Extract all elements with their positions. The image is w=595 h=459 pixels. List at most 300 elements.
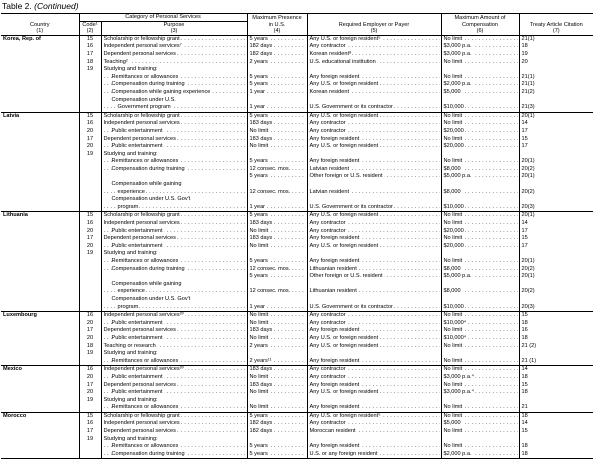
amount-cell-text: $3,000 p.a.: [443, 50, 472, 57]
country-cell: [1, 228, 79, 236]
code-cell: 17: [79, 136, 101, 144]
amount-cell-text: No limit: [443, 212, 463, 219]
presence-cell: [247, 166, 307, 174]
amount-cell: [441, 374, 519, 382]
code-cell: [79, 97, 101, 105]
purpose-cell: Compensation while gaining: [101, 281, 247, 289]
citation-cell: [519, 250, 593, 258]
citation-cell: 20(2): [519, 166, 593, 174]
code-cell: 20: [79, 374, 101, 382]
amount-cell: [441, 397, 519, 405]
code-cell: [79, 166, 101, 174]
employer-cell: [307, 166, 441, 174]
citation-cell: 18: [519, 320, 593, 328]
purpose-cell-text: Scholarship or fellowship grant: [103, 35, 180, 42]
employer-cell: [307, 89, 441, 97]
table-row: [1, 173, 593, 181]
code-cell: 19: [79, 397, 101, 405]
purpose-cell: Compensation under U.S.: [101, 97, 247, 105]
presence-cell: [247, 420, 307, 428]
employer-cell-text: U.S. or any foreign resident: [309, 450, 378, 457]
citation-cell: [519, 66, 593, 74]
amount-cell-text: $10,000: [443, 203, 464, 210]
citation-cell: 20(1): [519, 212, 593, 220]
table-row: [1, 397, 593, 405]
amount-cell-text: $20,000: [443, 227, 464, 234]
citation-cell: 18: [519, 389, 593, 397]
code-cell: 17: [79, 51, 101, 59]
amount-cell-text: No limit: [443, 342, 463, 349]
purpose-cell: [101, 89, 247, 97]
amount-cell: [441, 420, 519, 428]
country-cell: [1, 196, 79, 204]
header-employer-label: Required Employer or Payer: [338, 21, 410, 28]
header-code-label: Code¹: [82, 21, 98, 28]
employer-cell: [307, 143, 441, 151]
presence-cell: [247, 235, 307, 243]
purpose-cell: [101, 382, 247, 390]
amount-cell: [441, 350, 519, 358]
amount-cell: [441, 166, 519, 174]
code-cell: 20: [79, 143, 101, 151]
amount-cell: [441, 35, 519, 43]
employer-cell-text: Any U.S. or foreign resident: [309, 212, 379, 219]
amount-cell-text: $3,000 p.a.: [443, 43, 472, 50]
amount-cell-text: $8,000: [443, 188, 461, 195]
employer-cell-text: Lithuanian resident: [309, 288, 357, 295]
amount-cell: [441, 304, 519, 312]
country-cell: [1, 166, 79, 174]
amount-cell: [441, 436, 519, 444]
table-row: [1, 389, 593, 397]
purpose-cell-text: Public entertainment: [111, 127, 163, 134]
purpose-cell: Studying and training:: [101, 250, 247, 258]
purpose-cell: [101, 204, 247, 212]
presence-cell: [247, 89, 307, 97]
employer-cell: [307, 327, 441, 335]
code-cell: [79, 204, 101, 212]
purpose-cell-text: experience: [117, 188, 145, 195]
purpose-cell: Compensation under U.S. Gov't: [101, 296, 247, 304]
amount-cell: [441, 128, 519, 136]
amount-cell-text: No limit: [443, 112, 463, 119]
citation-cell: 18: [519, 412, 593, 420]
table-row: [1, 343, 593, 351]
presence-cell-text: No limit: [249, 127, 269, 134]
country-cell: [1, 51, 79, 59]
purpose-cell: [101, 112, 247, 120]
country-cell: [1, 243, 79, 251]
employer-cell: [307, 74, 441, 82]
country-cell: [1, 181, 79, 189]
table-row: [1, 228, 593, 236]
employer-cell: [307, 335, 441, 343]
amount-cell-text: $10,000: [443, 303, 464, 310]
presence-cell-text: 12 consec. mos.: [249, 165, 291, 172]
code-cell: 19: [79, 66, 101, 74]
amount-cell-text: $3,000 p.a.⁴: [443, 389, 474, 396]
citation-cell: 20(2): [519, 288, 593, 296]
amount-cell-text: $10,000⁴: [443, 334, 467, 341]
country-cell: [1, 158, 79, 166]
employer-cell: [307, 51, 441, 59]
amount-cell: [441, 112, 519, 120]
country-cell: [1, 443, 79, 451]
citation-cell: 14: [519, 420, 593, 428]
table-row: [1, 97, 593, 105]
amount-cell-text: $10,000: [443, 104, 464, 111]
purpose-cell: [101, 335, 247, 343]
code-cell: 15: [79, 412, 101, 420]
table-row: [1, 35, 593, 43]
employer-cell-text: Any U.S. or foreign resident: [309, 143, 379, 150]
presence-cell-text: No limit: [249, 334, 269, 341]
country-cell: [1, 397, 79, 405]
table-row: [1, 258, 593, 266]
employer-cell: [307, 43, 441, 51]
presence-cell: [247, 296, 307, 304]
employer-cell: [307, 358, 441, 366]
employer-cell-text: Any foreign resident: [309, 357, 360, 364]
employer-cell-text: Other foreign or U.S. resident: [309, 173, 383, 180]
amount-cell: [441, 335, 519, 343]
presence-cell: [247, 97, 307, 105]
purpose-cell: [101, 266, 247, 274]
citation-cell: [519, 296, 593, 304]
purpose-cell: [101, 243, 247, 251]
employer-cell: [307, 343, 441, 351]
amount-cell: [441, 204, 519, 212]
citation-cell: 20(2): [519, 189, 593, 197]
header-amount-label: Maximum Amount of Compensation: [454, 15, 506, 28]
employer-cell: [307, 112, 441, 120]
employer-cell: [307, 97, 441, 105]
header-citation-label: Treaty Article Citation: [529, 21, 583, 28]
purpose-cell: Studying and training:: [101, 436, 247, 444]
country-group: [1, 35, 593, 112]
purpose-cell-text: Compensation while gaining experience: [111, 88, 211, 95]
amount-cell-text: No limit: [443, 312, 463, 319]
code-cell: 15: [79, 212, 101, 220]
purpose-cell: [101, 420, 247, 428]
purpose-cell: Compensation while gaining: [101, 181, 247, 189]
presence-cell: [247, 104, 307, 112]
code-cell: [79, 451, 101, 459]
citation-cell: 21 (2): [519, 343, 593, 351]
purpose-cell: [101, 173, 247, 181]
country-cell: [1, 59, 79, 67]
amount-cell-text: No limit: [443, 412, 463, 419]
purpose-cell-text: Compensation during training: [111, 450, 185, 457]
table-row: [1, 89, 593, 97]
presence-cell-text: No limit: [249, 389, 269, 396]
code-cell: 16: [79, 312, 101, 320]
country-group: [1, 212, 593, 312]
employer-cell: [307, 366, 441, 374]
amount-cell-text: $5,000 p.a.: [443, 273, 472, 280]
code-cell: [79, 281, 101, 289]
table-row: [1, 235, 593, 243]
country-cell: Mexico: [1, 366, 79, 374]
purpose-cell: [101, 273, 247, 281]
code-cell: 16: [79, 366, 101, 374]
employer-cell-text: Any contractor: [309, 120, 346, 127]
purpose-cell: [101, 258, 247, 266]
country-cell: Lithuania: [1, 212, 79, 220]
employer-cell-text: Any U.S. or foreign resident⁵: [309, 412, 381, 419]
country-cell: [1, 382, 79, 390]
table-row: [1, 66, 593, 74]
presence-cell-text: 183 days: [249, 120, 273, 127]
code-cell: [79, 273, 101, 281]
employer-cell: [307, 120, 441, 128]
header-presence-label: Maximum Presence in U.S.: [252, 15, 302, 28]
purpose-cell-text: Public entertainment: [111, 242, 163, 249]
country-cell: [1, 335, 79, 343]
code-cell: 20: [79, 243, 101, 251]
purpose-cell: Compensation under U.S. Gov't: [101, 196, 247, 204]
country-cell: [1, 451, 79, 459]
table-row: [1, 443, 593, 451]
table-row: [1, 266, 593, 274]
code-cell: 15: [79, 35, 101, 43]
employer-cell: [307, 181, 441, 189]
presence-cell: [247, 189, 307, 197]
table-row: [1, 143, 593, 151]
amount-cell-text: No limit: [443, 158, 463, 165]
employer-cell: [307, 196, 441, 204]
employer-cell-text: Any foreign resident: [309, 135, 360, 142]
header-category-group: [79, 14, 247, 22]
country-cell: [1, 296, 79, 304]
employer-cell-text: Any contractor: [309, 366, 346, 373]
presence-cell-text: 1 year: [249, 203, 266, 210]
presence-cell: [247, 243, 307, 251]
amount-cell: [441, 51, 519, 59]
presence-cell: [247, 43, 307, 51]
employer-cell: [307, 389, 441, 397]
code-cell: [79, 443, 101, 451]
code-cell: [79, 104, 101, 112]
presence-cell: [247, 66, 307, 74]
employer-cell-text: Any contractor: [309, 312, 346, 319]
employer-cell-text: U.S. educational institution: [309, 58, 376, 65]
purpose-cell-text: Dependent personal services: [103, 135, 176, 142]
amount-cell: [441, 104, 519, 112]
purpose-cell-text: Remittances or allowances: [111, 404, 179, 411]
amount-cell-text: $2,000 p.a.: [443, 81, 472, 88]
purpose-cell-text: program: [117, 303, 139, 310]
presence-cell: [247, 120, 307, 128]
employer-cell: [307, 397, 441, 405]
amount-cell: [441, 428, 519, 436]
amount-cell-text: No limit: [443, 366, 463, 373]
citation-cell: [519, 181, 593, 189]
presence-cell-text: 5 years: [249, 412, 268, 419]
country-cell: [1, 89, 79, 97]
country-cell: [1, 258, 79, 266]
presence-cell: [247, 196, 307, 204]
amount-cell: [441, 451, 519, 459]
citation-cell: [519, 350, 593, 358]
presence-cell-text: No limit: [249, 312, 269, 319]
country-cell: [1, 74, 79, 82]
purpose-cell-text: Dependent personal services: [103, 235, 176, 242]
header-presence-number: (4): [273, 28, 281, 35]
table-row: [1, 128, 593, 136]
citation-cell: 15: [519, 235, 593, 243]
citation-cell: 20(3): [519, 304, 593, 312]
table-row: [1, 196, 593, 204]
employer-cell-text: Any U.S. or foreign resident: [309, 334, 379, 341]
table-row: [1, 320, 593, 328]
employer-cell: [307, 228, 441, 236]
table-row: [1, 281, 593, 289]
header-citation-number: (7): [552, 28, 560, 35]
presence-cell: [247, 136, 307, 144]
purpose-cell: [101, 128, 247, 136]
presence-cell-text: No limit: [249, 373, 269, 380]
employer-cell-text: Korean resident: [309, 88, 349, 95]
amount-cell-text: No limit: [443, 120, 463, 127]
table-row: [1, 382, 593, 390]
table-caption: [2, 1, 79, 11]
code-cell: [79, 296, 101, 304]
header-code: [79, 21, 101, 35]
amount-cell-text: No limit: [443, 258, 463, 264]
code-cell: 17: [79, 327, 101, 335]
code-cell: 18: [79, 343, 101, 351]
presence-cell: [247, 81, 307, 89]
purpose-cell-text: Independent personal services: [103, 120, 180, 127]
presence-cell: [247, 250, 307, 258]
employer-cell-text: Any contractor: [309, 43, 346, 50]
code-cell: [79, 266, 101, 274]
amount-cell-text: $8,000: [443, 288, 461, 295]
purpose-cell-text: program: [117, 203, 139, 210]
presence-cell: [247, 151, 307, 159]
purpose-cell: [101, 312, 247, 320]
employer-cell: [307, 281, 441, 289]
code-cell: 17: [79, 382, 101, 390]
header-citation: [519, 14, 593, 36]
purpose-cell: [101, 235, 247, 243]
amount-cell-text: No limit: [443, 381, 463, 388]
header-code-number: (2): [86, 28, 94, 35]
employer-cell: [307, 204, 441, 212]
code-cell: [79, 74, 101, 82]
country-cell: Luxembourg: [1, 312, 79, 320]
code-cell: 16: [79, 220, 101, 228]
country-cell: [1, 81, 79, 89]
purpose-cell-text: Public entertainment: [111, 373, 163, 380]
presence-cell: [247, 128, 307, 136]
amount-cell: [441, 273, 519, 281]
purpose-cell-text: Scholarship or fellowship grant: [103, 412, 180, 419]
employer-cell: [307, 296, 441, 304]
purpose-cell: [101, 374, 247, 382]
presence-cell-text: No limit: [249, 404, 269, 411]
amount-cell: [441, 327, 519, 335]
purpose-cell-text: Dependent personal services: [103, 327, 176, 334]
presence-cell: [247, 404, 307, 412]
amount-cell-text: No limit: [443, 357, 463, 364]
purpose-cell: [101, 404, 247, 412]
presence-cell: [247, 158, 307, 166]
amount-cell: [441, 235, 519, 243]
presence-cell-text: 182 days: [249, 428, 273, 435]
purpose-cell: [101, 366, 247, 374]
presence-cell: [247, 266, 307, 274]
presence-cell: [247, 428, 307, 436]
citation-cell: [519, 151, 593, 159]
presence-cell-text: No limit: [249, 319, 269, 326]
purpose-cell-text: experience: [117, 288, 145, 295]
header-category-label: Category of Personal Services: [125, 14, 201, 20]
code-cell: [79, 304, 101, 312]
code-cell: 19: [79, 250, 101, 258]
purpose-cell: [101, 228, 247, 236]
employer-cell: [307, 158, 441, 166]
code-cell: [79, 81, 101, 89]
code-cell: 16: [79, 43, 101, 51]
table-row: [1, 51, 593, 59]
presence-cell-text: 12 consec. mos.: [249, 265, 291, 272]
amount-cell: [441, 366, 519, 374]
presence-cell: [247, 204, 307, 212]
code-cell: 15: [79, 112, 101, 120]
presence-cell-text: 183 days: [249, 220, 273, 227]
purpose-cell-text: Independent personal services: [103, 220, 180, 227]
amount-cell-text: $10,000⁴: [443, 319, 467, 326]
table-row: [1, 166, 593, 174]
header-employer: [307, 14, 441, 36]
employer-cell: [307, 428, 441, 436]
citation-cell: 21(1): [519, 81, 593, 89]
country-group: [1, 366, 593, 413]
purpose-cell: [101, 143, 247, 151]
code-cell: [79, 89, 101, 97]
amount-cell-text: No limit: [443, 73, 463, 80]
employer-cell-text: Any contractor: [309, 127, 346, 134]
employer-cell-text: Latvian resident: [309, 165, 349, 172]
amount-cell: [441, 382, 519, 390]
amount-cell: [441, 151, 519, 159]
country-cell: [1, 304, 79, 312]
amount-cell-text: $5,000: [443, 420, 461, 427]
presence-cell-text: 5 years: [249, 158, 268, 165]
purpose-cell: Studying and training:: [101, 66, 247, 74]
employer-cell-text: Any foreign resident: [309, 158, 360, 165]
employer-cell-text: Any U.S. or foreign resident: [309, 389, 379, 396]
citation-cell: [519, 397, 593, 405]
header-presence: [247, 14, 307, 36]
amount-cell-text: No limit: [443, 428, 463, 435]
employer-cell: [307, 258, 441, 266]
table-row: [1, 404, 593, 412]
table-row: [1, 43, 593, 51]
amount-cell: [441, 266, 519, 274]
country-cell: Morocco: [1, 412, 79, 420]
employer-cell: [307, 128, 441, 136]
country-cell: [1, 404, 79, 412]
amount-cell-text: No limit: [443, 35, 463, 42]
table-row: [1, 420, 593, 428]
amount-cell-text: No limit: [443, 327, 463, 334]
employer-cell: [307, 59, 441, 67]
presence-cell-text: 182 days: [249, 420, 273, 427]
employer-cell: [307, 304, 441, 312]
